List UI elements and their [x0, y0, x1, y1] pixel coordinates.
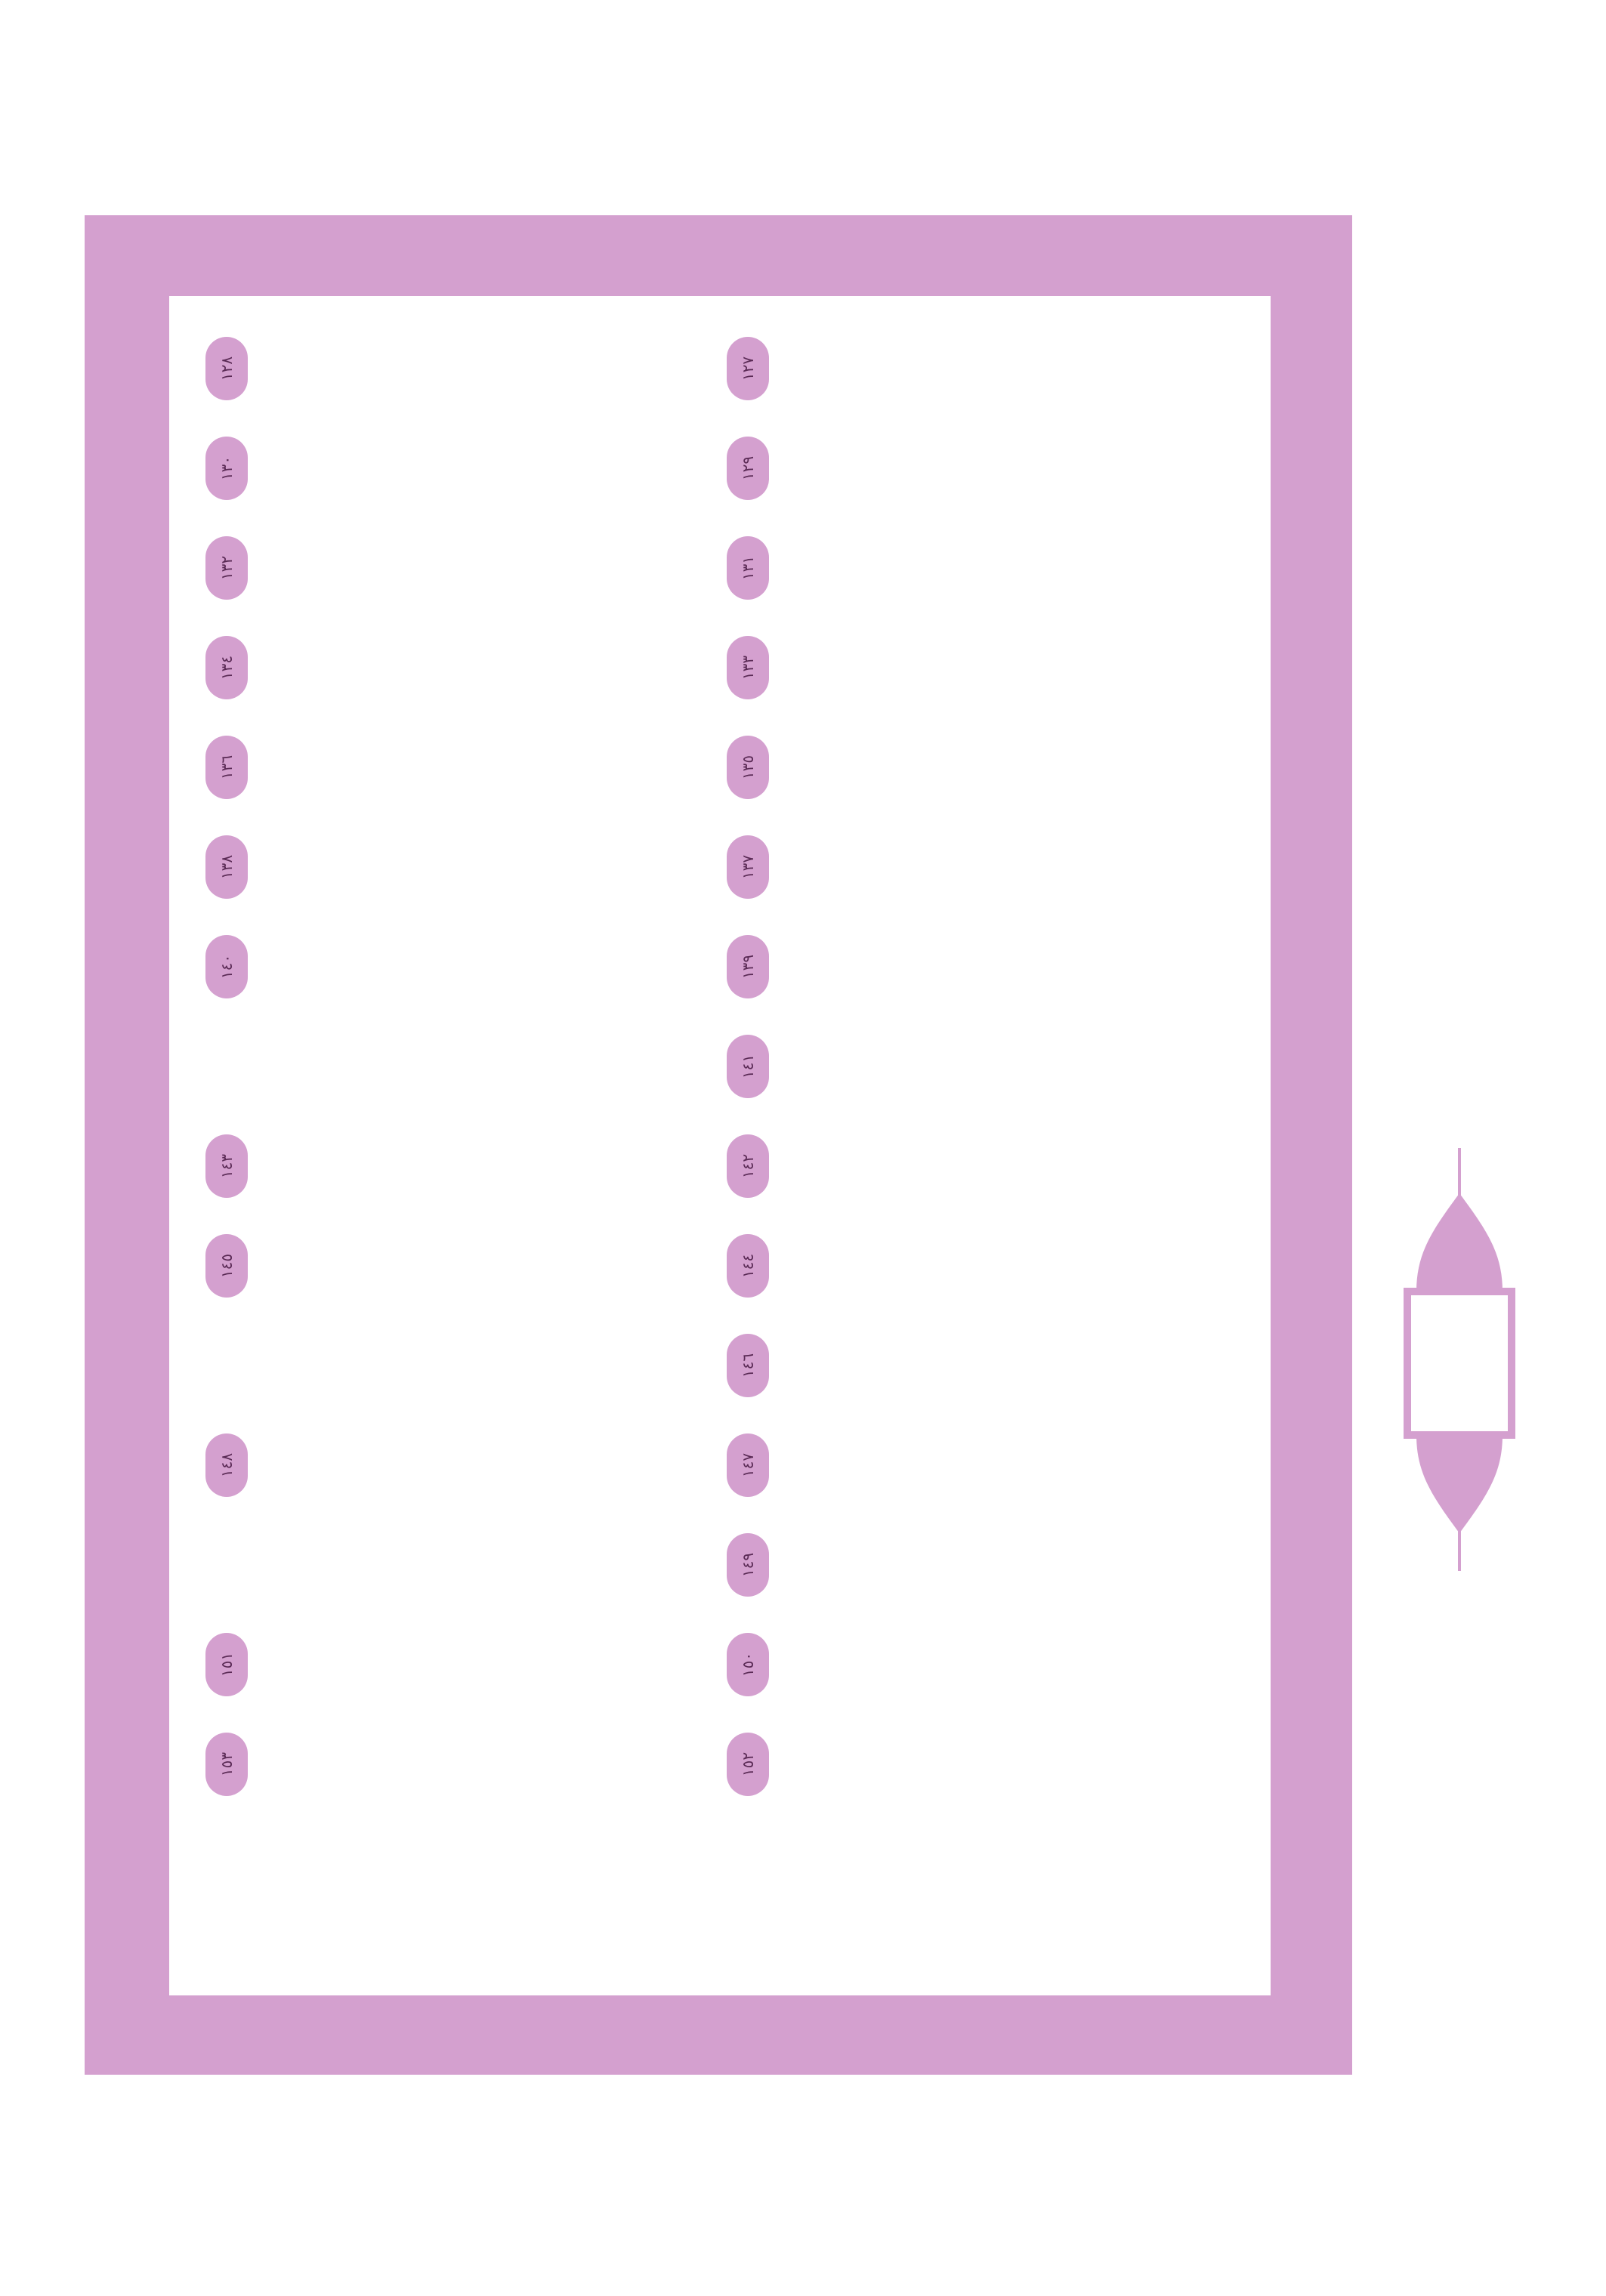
text-line — [198, 724, 1240, 811]
ayah-marker — [205, 935, 248, 998]
ayah-marker — [727, 1334, 769, 1397]
text-line — [198, 1122, 1240, 1210]
ayah-marker — [205, 1433, 248, 1497]
text-line — [198, 524, 1240, 612]
ayah-marker-label: ١٥٠ — [738, 1652, 757, 1677]
ayah-marker-label: ١٥٢ — [738, 1751, 757, 1777]
ayah-marker-label: ١٤٨ — [217, 1452, 236, 1478]
ayah-marker-label: ١٤٦ — [738, 1353, 757, 1378]
ayah-marker — [727, 1035, 769, 1098]
ayah-marker — [727, 437, 769, 500]
ayah-marker — [727, 935, 769, 998]
ayah-marker — [205, 1134, 248, 1198]
ayah-marker-label: ١٤٢ — [738, 1153, 757, 1179]
ayah-marker-label: ١٢٧ — [738, 356, 757, 381]
ayah-marker — [727, 1533, 769, 1597]
ayah-marker — [205, 536, 248, 600]
ayah-marker — [205, 1633, 248, 1696]
ayah-marker-label: ١٤١ — [738, 1054, 757, 1079]
ayah-marker — [727, 835, 769, 899]
text-line — [198, 1621, 1240, 1708]
ayah-marker — [205, 337, 248, 400]
ayah-marker-label: ١٤٥ — [217, 1253, 236, 1279]
ayah-marker-label: ١٤٤ — [738, 1253, 757, 1279]
ayah-marker-label: ١٥٣ — [217, 1751, 236, 1777]
text-line — [198, 1322, 1240, 1409]
ayah-marker — [205, 835, 248, 899]
ayah-marker-label: ١٥١ — [217, 1652, 236, 1677]
ayah-marker — [727, 337, 769, 400]
ayah-marker-label: ١٤٠ — [217, 954, 236, 980]
ayah-marker — [205, 1234, 248, 1298]
ayah-marker-label: ١٣٧ — [738, 854, 757, 880]
ayah-marker-label: ١٢٨ — [217, 356, 236, 381]
text-line — [198, 325, 1240, 412]
ayah-marker — [727, 636, 769, 699]
text-line — [198, 1421, 1240, 1509]
ayah-marker-label: ١٢٩ — [738, 455, 757, 481]
ayah-marker-label: ١٤٩ — [738, 1552, 757, 1578]
ayah-marker — [727, 1433, 769, 1497]
ayah-marker-label: ١٤٧ — [738, 1452, 757, 1478]
ayah-marker — [727, 1234, 769, 1298]
ayah-marker-label: ١٣٥ — [738, 755, 757, 780]
ayah-marker-label: ١٣٨ — [217, 854, 236, 880]
text-line — [198, 1521, 1240, 1609]
text-line — [198, 1023, 1240, 1110]
ayah-marker — [727, 1134, 769, 1198]
ayah-marker-label: ١٣١ — [738, 555, 757, 581]
ayah-marker — [727, 736, 769, 799]
text-line — [198, 823, 1240, 911]
ayah-marker-label: ١٣٤ — [217, 655, 236, 680]
text-line — [198, 1222, 1240, 1310]
text-line — [198, 923, 1240, 1011]
text-line — [198, 424, 1240, 512]
ayah-marker-label: ١٣٦ — [217, 755, 236, 780]
ayah-marker-label: ١٣٩ — [738, 954, 757, 980]
ayah-marker-label: ١٣٠ — [217, 455, 236, 481]
text-line — [198, 1720, 1240, 1808]
ayah-marker-label: ١٣٣ — [738, 655, 757, 680]
ayah-marker — [205, 636, 248, 699]
ayah-marker — [205, 437, 248, 500]
ayah-marker-label: ١٤٣ — [217, 1153, 236, 1179]
ayah-marker — [205, 1733, 248, 1796]
text-line — [198, 624, 1240, 711]
hizb-ornament — [1401, 1148, 1518, 1571]
ayah-marker — [205, 736, 248, 799]
ayah-marker — [727, 536, 769, 600]
ayah-marker — [727, 1733, 769, 1796]
ayah-marker-label: ١٣٢ — [217, 555, 236, 581]
ayah-marker — [727, 1633, 769, 1696]
